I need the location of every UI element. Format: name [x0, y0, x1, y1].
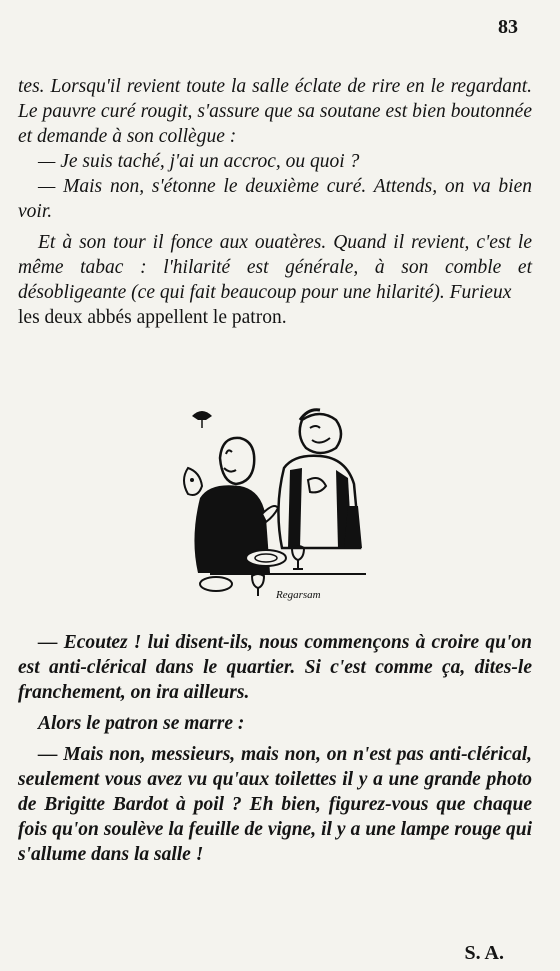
paragraph: — Mais non, messieurs, mais non, on n'est pas anti-clérical, seulement vous avez vu qu'aux toilettes il y a une grande photo de Brigitte Bardot à poil ? Eh bien, figurez-vous que chaque fois qu'on soulève la feuille de vigne, il y a une lampe rouge qui s'allume dans la salle ! [18, 744, 532, 865]
paragraph: Et à son tour il fonce aux ouatères. Quand il revient, c'est le même tabac : l'hilarité est générale, à son comble et désobligeante (ce qui fait beaucoup pour une hilarité). Furieux [18, 232, 532, 303]
paragraph: — Ecoutez ! lui disent-ils, nous commençons à croire qu'on est anti-clérical dans le quartier. Si c'est comme ça, dites-le franchement, on ira ailleurs. [18, 632, 532, 703]
paragraph: — Mais non, s'étonne le deuxième curé. Attends, on va bien voir. [18, 176, 532, 222]
cartoon-illustration [170, 398, 370, 610]
author-signature: S. A. [464, 942, 504, 964]
page-number: 83 [498, 16, 518, 38]
text-block-bottom [18, 630, 532, 867]
paragraph: Alors le patron se marre : [38, 713, 245, 734]
paragraph-last-line: les deux abbés appellent le patron. [18, 307, 287, 328]
paragraph: tes. Lorsqu'il revient toute la salle éclate de rire en le regardant. Le pauvre curé rougit, s'assure que sa soutane est bien boutonnée et demande à son collègue : [18, 76, 532, 147]
paragraph: — Je suis taché, j'ai un accroc, ou quoi ? [38, 151, 360, 172]
text-block-top [18, 74, 532, 330]
illustration-signature: Regarsam [276, 589, 321, 601]
